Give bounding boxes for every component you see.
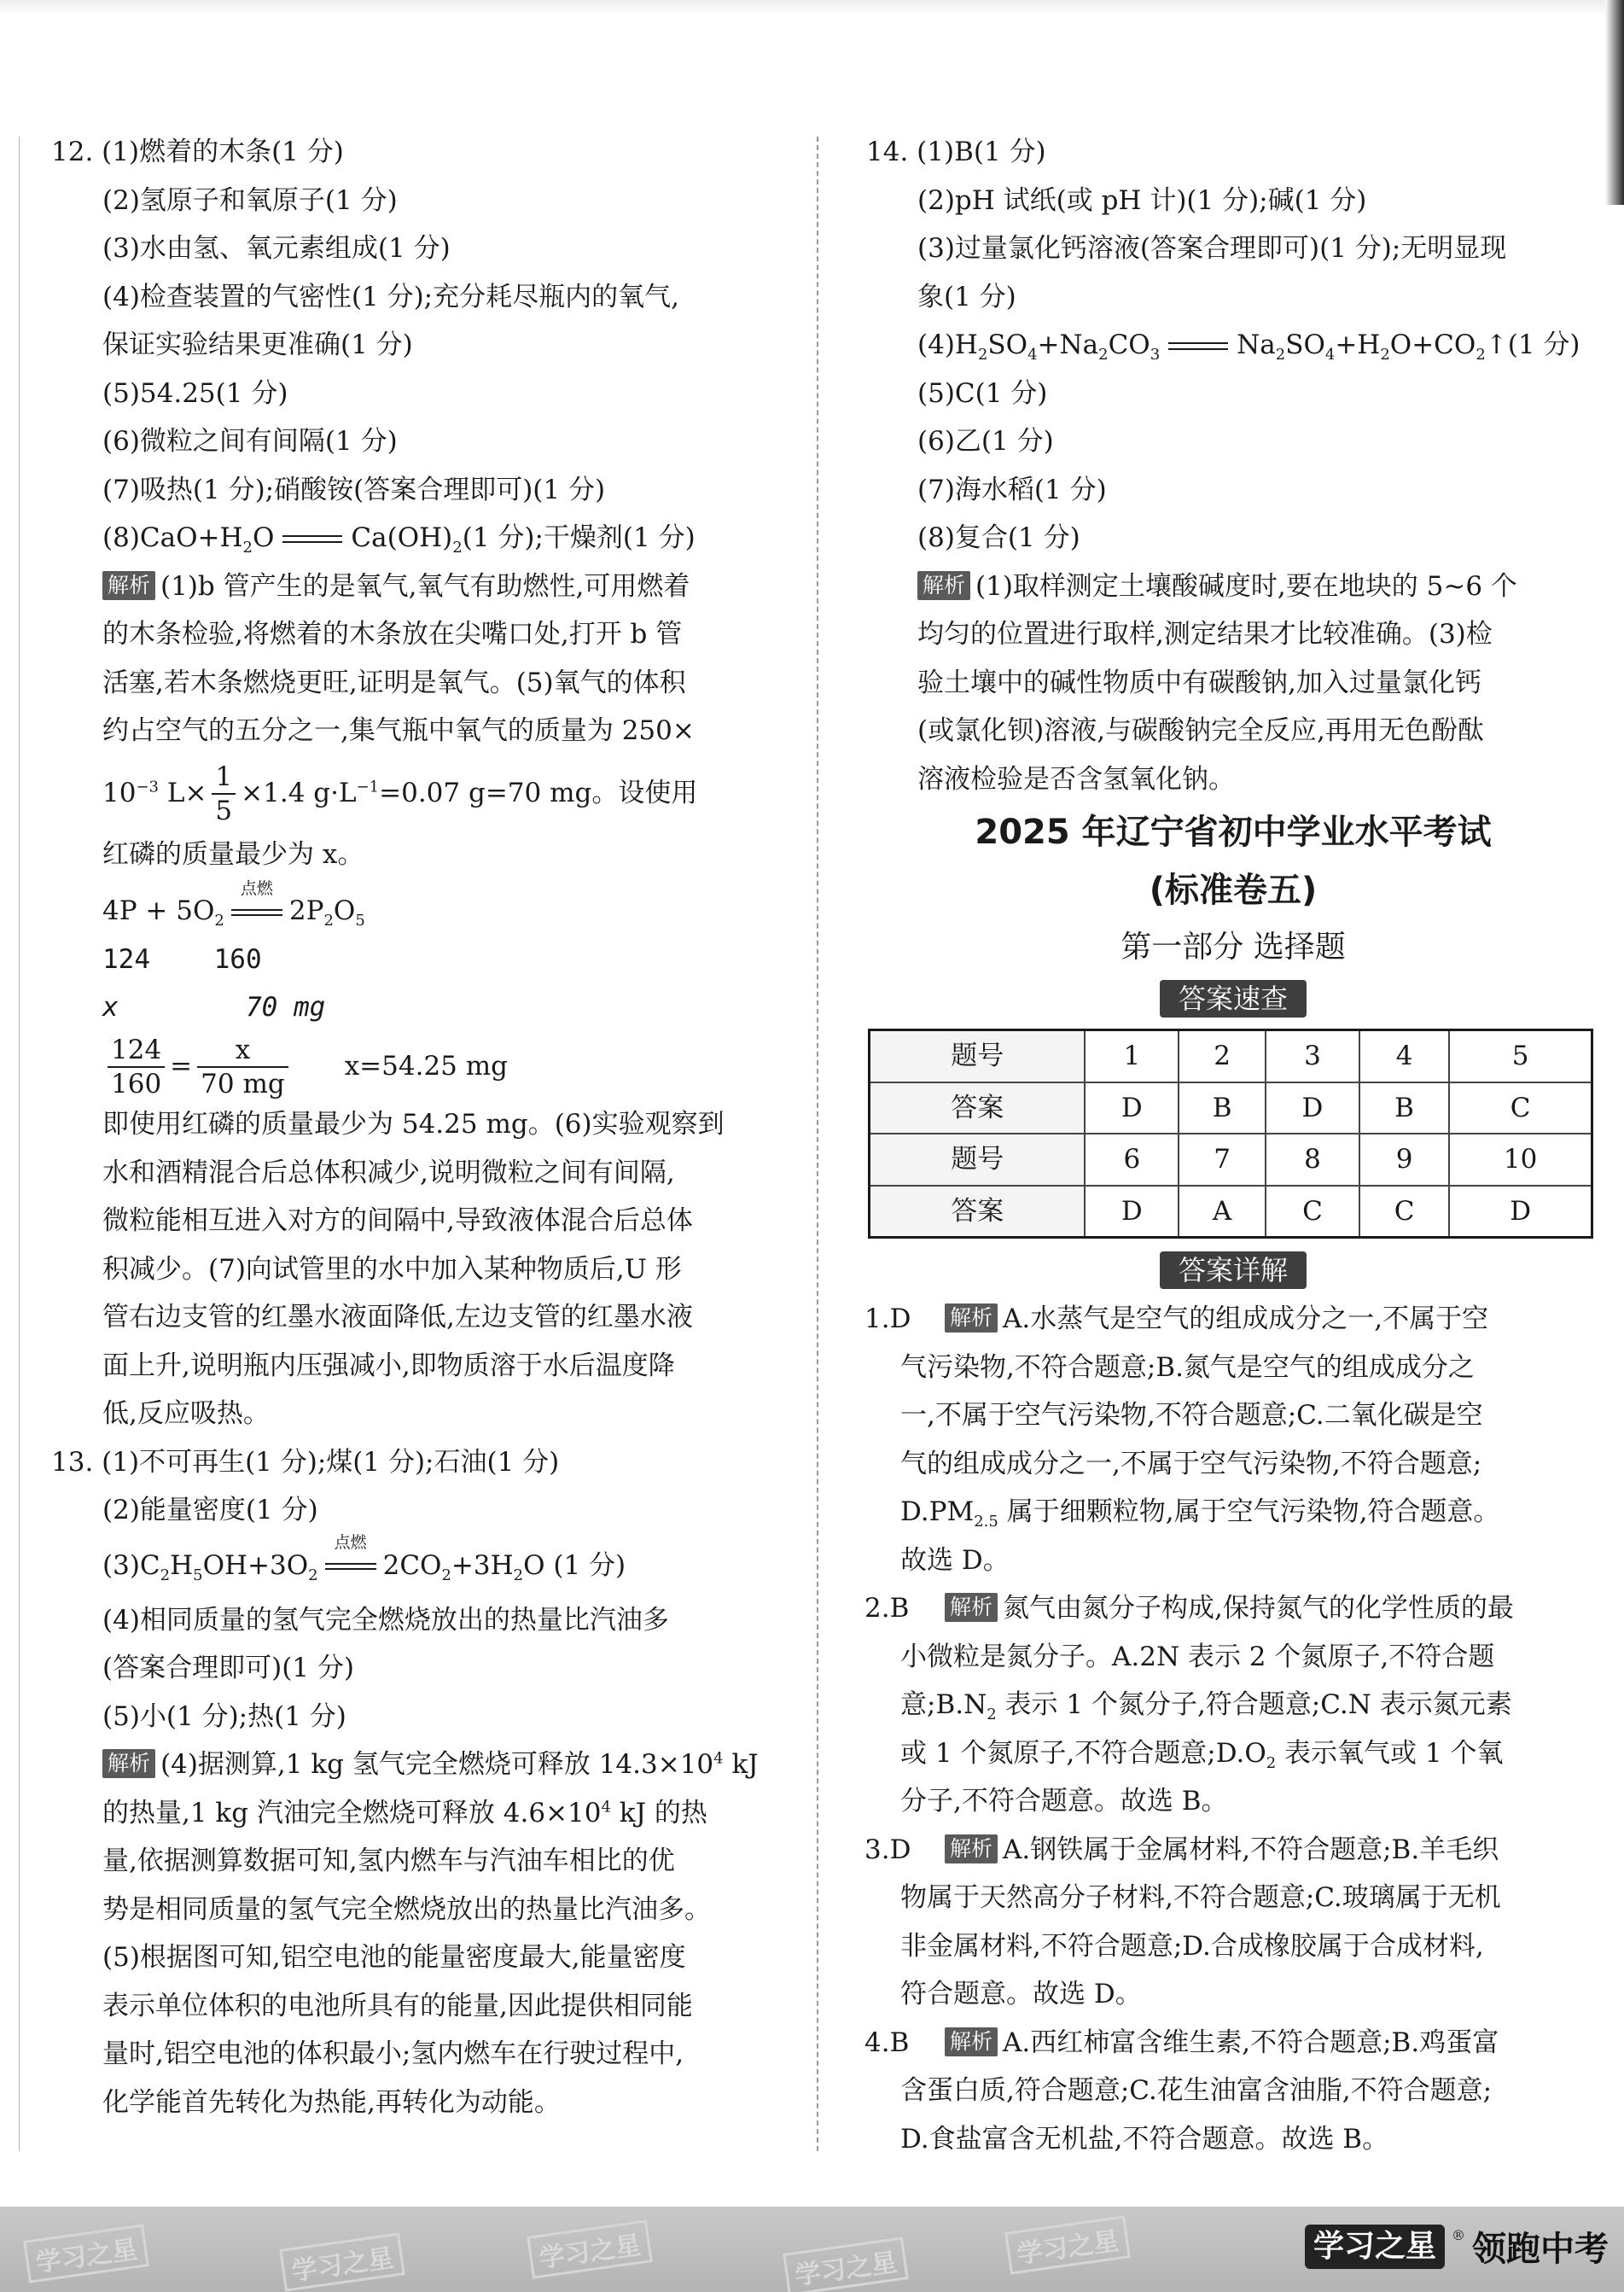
table-cell: 题号 bbox=[870, 1030, 1086, 1082]
q14-answer-6: (6)乙(1 分) bbox=[917, 426, 1054, 457]
table-cell: 5 bbox=[1449, 1030, 1592, 1082]
fraction: $\frac{x}{70 mg}$ bbox=[197, 1034, 288, 1100]
exam-subtitle: (标准卷五) bbox=[1149, 871, 1318, 910]
detail-1-line-3: 一,不属于空气污染物,不符合题意;C.二氧化碳是空 bbox=[900, 1400, 1483, 1431]
q12-answer-8: $(8)CaO+H_2O$ $Ca(OH)_2(1$ 分);干燥剂(1 分) bbox=[102, 522, 696, 557]
table-cell: 答案 bbox=[870, 1186, 1086, 1238]
q14-analysis-2: 均匀的位置进行取样,测定结果才比较准确。(3)检 bbox=[917, 619, 1493, 650]
registered-mark: ® bbox=[1452, 2227, 1465, 2243]
table-cell: D bbox=[1266, 1082, 1359, 1134]
q14-analysis-5: 溶液检验是否含氢氧化钠。 bbox=[917, 763, 1235, 795]
q12-analysis-4: 约占空气的五分之一,集气瓶中氧气的质量为 250× bbox=[102, 715, 695, 746]
q13-answer-2: (2)能量密度(1 分) bbox=[102, 1495, 318, 1525]
detail-3-line-4: 符合题意。故选 D。 bbox=[900, 1979, 1142, 2009]
q14-answer-4: $(4)H_2SO_4+Na_2CO_3$ $Na_2SO_4+H_2O+CO_2↑(1$ 分) bbox=[917, 330, 1580, 365]
page-edge-shadow bbox=[1605, 0, 1624, 205]
q12-analysis-7: 即使用红磷的质量最少为 54.25 mg。(6)实验观察到 bbox=[102, 1109, 725, 1140]
q12-ratio: $\frac{124}{160}$ = $\frac{x}{70 mg}$ x=54.25 mg bbox=[51, 1032, 794, 1101]
brand-logo-mark: 学习之星 bbox=[1305, 2225, 1445, 2269]
item-number: 1.D bbox=[864, 1303, 911, 1334]
left-column bbox=[51, 128, 794, 2126]
exam-title: 2025 年辽宁省初中学业水平考试 bbox=[975, 813, 1492, 852]
q13-answer-3: $(3)C_2H_5OH+3O_2$ 点燃 $2CO_2+3H_2O$ (1 分) bbox=[102, 1533, 626, 1584]
q14-answer-2: (2)pH 试纸(或 pH 计)(1 分);碱(1 分) bbox=[917, 184, 1367, 216]
detail-1-line-4: 气的组成成分之一,不属于空气污染物,不符合题意; bbox=[900, 1448, 1482, 1479]
table-cell: 3 bbox=[1266, 1030, 1359, 1082]
q12-answer-3: (3)水由氢、氧元素组成(1 分) bbox=[102, 233, 451, 264]
table-cell: 6 bbox=[1085, 1134, 1179, 1186]
table-cell: D bbox=[1085, 1186, 1179, 1238]
quick-answers-banner-wrap bbox=[866, 976, 1600, 1024]
footer-watermark: 学习之星 bbox=[783, 2237, 909, 2292]
q14-analysis-3: 验土壤中的碱性物质中有碳酸钠,加入过量氯化钙 bbox=[917, 667, 1481, 698]
page-footer bbox=[0, 2207, 1624, 2292]
q12-mass-row: 124 160 bbox=[102, 943, 262, 975]
table-cell: C bbox=[1266, 1186, 1359, 1238]
detail-1-line-6: 故选 D。 bbox=[900, 1544, 1010, 1576]
table-cell: B bbox=[1179, 1082, 1266, 1134]
q12-analysis-2: 的木条检验,将燃着的木条放在尖嘴口处,打开 b 管 bbox=[102, 619, 683, 650]
table-cell: 2 bbox=[1179, 1030, 1266, 1082]
column-divider bbox=[817, 137, 818, 2151]
table-cell: 题号 bbox=[870, 1134, 1086, 1186]
q13-analysis-6: 表示单位体积的电池所具有的能量,因此提供相同能 bbox=[102, 1990, 693, 2021]
analysis-tag: 解析 bbox=[917, 571, 970, 600]
detailed-answers-banner: 答案详解 bbox=[1160, 1251, 1307, 1289]
analysis-tag: 解析 bbox=[945, 1593, 998, 1622]
table-cell: C bbox=[1449, 1082, 1592, 1134]
table-cell: 1 bbox=[1085, 1030, 1179, 1082]
reaction-arrow: 点燃 bbox=[231, 904, 282, 921]
reaction-arrow: 点燃 bbox=[325, 1558, 376, 1575]
q12-line-1: 12. (1)燃着的木条(1 分) bbox=[51, 137, 344, 167]
q12-answer-4b: 保证实验结果更准确(1 分) bbox=[102, 330, 413, 360]
analysis-tag: 解析 bbox=[945, 1303, 998, 1333]
detail-2-line-4: 或 1 个氮原子,不符合题意$;D.O_2$ 表示氧气或 1 个氧 bbox=[900, 1737, 1504, 1772]
brand-logo bbox=[1305, 2222, 1609, 2271]
q14-answer-8: (8)复合(1 分) bbox=[917, 522, 1080, 553]
item-number: 3.D bbox=[864, 1834, 911, 1865]
detail-2-line-3: 意$;B.N_2$ 表示 1 个氮分子,符合题意;C.N 表示氮元素 bbox=[900, 1689, 1512, 1724]
table-cell: D bbox=[1085, 1082, 1179, 1134]
q14-analysis-4: (或氯化钡)溶液,与碳酸钠完全反应,再用无色酚酞 bbox=[917, 715, 1484, 746]
equals-sign bbox=[282, 535, 342, 543]
q12-analysis-3: 活塞,若木条燃烧更旺,证明是氧气。(5)氧气的体积 bbox=[102, 667, 686, 698]
table-cell: 4 bbox=[1359, 1030, 1449, 1082]
analysis-tag: 解析 bbox=[102, 1749, 155, 1778]
q13-analysis-1: 解析 (4)据测算,1 kg 氢气完全燃烧可释放 $14.3\times 10^4$ kJ bbox=[51, 1741, 794, 1789]
q12-analysis-8: 水和酒精混合后总体积减少,说明微粒之间有间隔, bbox=[102, 1157, 675, 1188]
q13-analysis-3: 量,依据测算数据可知,氢内燃车与汽油车相比的优 bbox=[102, 1846, 675, 1876]
q13-analysis-2: 的热量,1 kg 汽油完全燃烧可释放 $4.6\times 10^4$ kJ 的热 bbox=[102, 1797, 707, 1828]
detail-3-line-1: 解析 A.钢铁属于金属材料,不符合题意;B.羊毛织 bbox=[900, 1826, 1600, 1875]
footer-watermark: 学习之星 bbox=[279, 2232, 405, 2291]
q12-equation: $4P + 5O_2$ 点燃 $2P_2O_5$ bbox=[102, 878, 365, 930]
analysis-tag: 解析 bbox=[945, 1834, 998, 1863]
detail-3-line-2: 物属于天然高分子材料,不符合题意;C.玻璃属于无机 bbox=[900, 1882, 1501, 1913]
detailed-answers-banner-wrap bbox=[866, 1247, 1600, 1295]
detail-item-4 bbox=[866, 2019, 1600, 2164]
table-cell: D bbox=[1449, 1186, 1592, 1238]
q13-answer-4b: (答案合理即可)(1 分) bbox=[102, 1653, 354, 1683]
detail-item-3 bbox=[866, 1826, 1600, 2019]
detail-1-line-5: $D.PM_{2.5}$ 属于细颗粒物,属于空气污染物,符合题意。 bbox=[900, 1496, 1500, 1531]
table-row bbox=[870, 1134, 1592, 1186]
q14-answer-7: (7)海水稻(1 分) bbox=[917, 474, 1107, 505]
item-number: 4.B bbox=[864, 2027, 910, 2058]
detail-2-line-2: 小微粒是氮分子。A.2N 表示 2 个氮原子,不符合题 bbox=[900, 1641, 1495, 1672]
item-number: 2.B bbox=[864, 1593, 910, 1624]
detail-3-line-3: 非金属材料,不符合题意;D.合成橡胶属于合成材料, bbox=[900, 1930, 1484, 1962]
q12-analysis-10: 积减少。(7)向试管里的水中加入某种物质后,U 形 bbox=[102, 1253, 682, 1285]
q12-answer-4a: (4)检查装置的气密性(1 分);充分耗尽瓶内的氧气, bbox=[102, 281, 679, 312]
q12-analysis-9: 微粒能相互进入对方的间隔中,导致液体混合后总体 bbox=[102, 1205, 693, 1236]
q12-unknown-row: x 70 mg bbox=[102, 992, 326, 1023]
table-row bbox=[870, 1082, 1592, 1134]
left-margin-rule bbox=[19, 137, 20, 2151]
fraction: $\frac{124}{160}$ bbox=[108, 1034, 165, 1100]
table-row bbox=[870, 1030, 1592, 1082]
table-cell: C bbox=[1359, 1186, 1449, 1238]
q13-answer-5: (5)小(1 分);热(1 分) bbox=[102, 1700, 346, 1732]
q12-analysis-1: 解析 (1)b 管产生的是氧气,氧气有助燃性,可用燃着 bbox=[51, 563, 794, 611]
q13-analysis-4: 势是相同质量的氢气完全燃烧放出的热量比汽油多。 bbox=[102, 1893, 711, 1925]
table-row bbox=[870, 1186, 1592, 1238]
q13-line-1: 13. (1)不可再生(1 分);煤(1 分);石油(1 分) bbox=[51, 1446, 560, 1478]
quick-answers-banner: 答案速查 bbox=[1160, 980, 1307, 1018]
q14-answer-3a: (3)过量氯化钙溶液(答案合理即可)(1 分);无明显现 bbox=[917, 233, 1507, 264]
table-cell: B bbox=[1359, 1082, 1449, 1134]
q12-analysis-6: 红磷的质量最少为 x。 bbox=[102, 838, 364, 870]
table-cell: 10 bbox=[1449, 1134, 1592, 1186]
detail-4-line-2: 含蛋白质,符合题意;C.花生油富含油脂,不符合题意; bbox=[900, 2075, 1493, 2106]
detail-1-line-1: 解析 A.水蒸气是空气的组成成分之一,不属于空 bbox=[900, 1295, 1600, 1344]
q12-analysis-12: 面上升,说明瓶内压强减小,即物质溶于水后温度降 bbox=[102, 1350, 675, 1381]
q13-analysis-7: 量时,铝空电池的体积最小;氢内燃车在行驶过程中, bbox=[102, 2038, 684, 2069]
q14-analysis-1: 解析 (1)取样测定土壤酸碱度时,要在地块的 5~6 个 bbox=[866, 563, 1600, 611]
detail-4-line-1: 解析 A.西红柿富含维生素,不符合题意;B.鸡蛋富 bbox=[900, 2019, 1600, 2067]
q12-analysis-13: 低,反应吸热。 bbox=[102, 1398, 270, 1429]
q12-answer-2: (2)氢原子和氧原子(1 分) bbox=[102, 184, 398, 216]
table-cell: 9 bbox=[1359, 1134, 1449, 1186]
table-cell: 答案 bbox=[870, 1082, 1086, 1134]
detail-1-line-2: 气污染物,不符合题意;B.氮气是空气的组成成分之 bbox=[900, 1351, 1475, 1383]
equals-sign bbox=[1168, 342, 1228, 350]
q14-answer-3b: 象(1 分) bbox=[917, 281, 1016, 312]
q12-analysis-11: 管右边支管的红墨水液面降低,左边支管的红墨水液 bbox=[102, 1302, 693, 1333]
detail-item-1 bbox=[866, 1295, 1600, 1584]
answer-table bbox=[868, 1029, 1593, 1239]
q12-answer-7: (7)吸热(1 分);硝酸铵(答案合理即可)(1 分) bbox=[102, 474, 606, 505]
right-column bbox=[866, 128, 1600, 2163]
analysis-tag: 解析 bbox=[102, 571, 155, 600]
page-top-shadow bbox=[0, 0, 1624, 15]
brand-slogan: 领跑中考 bbox=[1472, 2230, 1609, 2269]
detail-item-2 bbox=[866, 1584, 1600, 1826]
footer-watermark: 学习之星 bbox=[1004, 2215, 1131, 2274]
table-cell: A bbox=[1179, 1186, 1266, 1238]
table-cell: 7 bbox=[1179, 1134, 1266, 1186]
footer-watermark: 学习之星 bbox=[527, 2219, 653, 2278]
fraction: $\frac{1}{5}$ bbox=[212, 761, 236, 827]
q13-analysis-8: 化学能首先转化为热能,再转化为动能。 bbox=[102, 2086, 561, 2118]
detail-4-line-3: D.食盐富含无机盐,不符合题意。故选 B。 bbox=[900, 2123, 1389, 2155]
q13-analysis-5: (5)根据图可知,铝空电池的能量密度最大,能量密度 bbox=[102, 1942, 686, 1973]
detail-2-line-1: 解析 氮气由氮分子构成,保持氮气的化学性质的最 bbox=[900, 1584, 1600, 1633]
table-cell: 8 bbox=[1266, 1134, 1359, 1186]
q12-answer-5: (5)54.25(1 分) bbox=[102, 377, 288, 409]
section-heading: 第一部分 选择题 bbox=[1121, 930, 1346, 965]
q13-answer-4a: (4)相同质量的氢气完全燃烧放出的热量比汽油多 bbox=[102, 1604, 669, 1636]
q12-analysis-5: $10^{-3}$ L× $\frac{1}{5}$ ×1.4 $g\cdot L^{-1}=0.07$ g=70 mg。设使用 bbox=[102, 761, 698, 826]
q12-answer-6: (6)微粒之间有间隔(1 分) bbox=[102, 426, 398, 457]
q14-line-1: 14. (1)B(1 分) bbox=[866, 137, 1046, 167]
analysis-tag: 解析 bbox=[945, 2027, 998, 2056]
q14-answer-5: (5)C(1 分) bbox=[917, 377, 1048, 409]
footer-watermark: 学习之星 bbox=[23, 2224, 149, 2283]
detail-2-line-5: 分子,不符合题意。故选 B。 bbox=[900, 1786, 1228, 1817]
